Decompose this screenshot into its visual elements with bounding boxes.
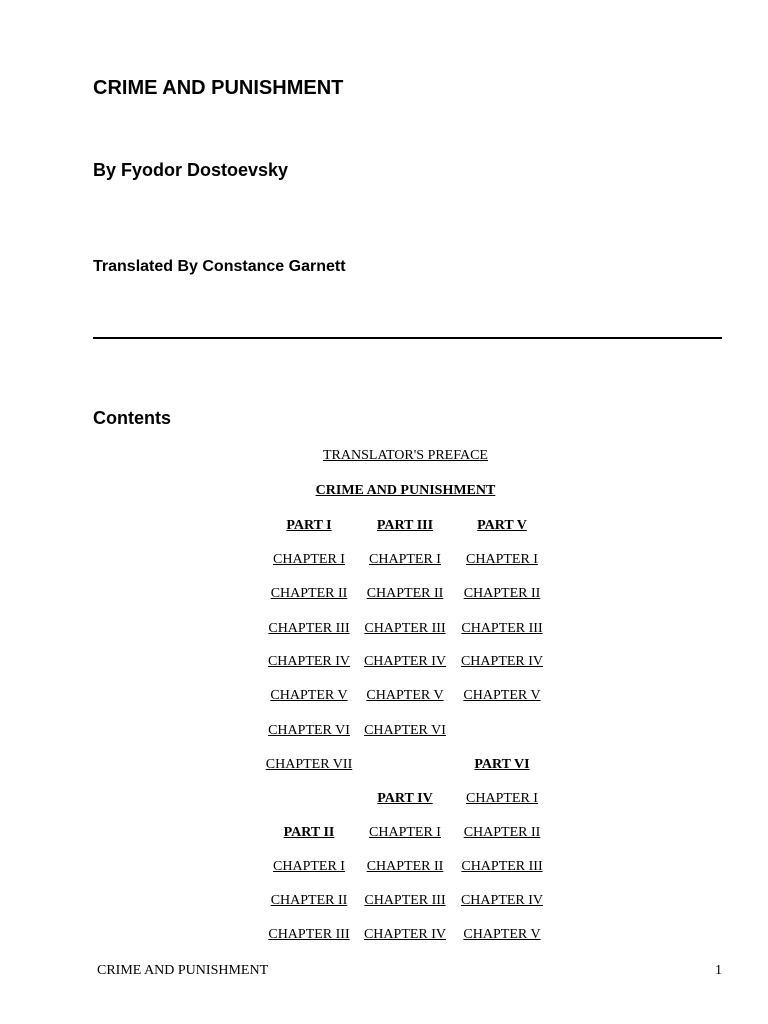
toc-part-i-chapter-vi[interactable]: CHAPTER VI: [268, 723, 350, 738]
author-line: By Fyodor Dostoevsky: [93, 160, 289, 180]
toc-part-i-chapter-i[interactable]: CHAPTER I: [273, 552, 345, 567]
toc-part-i-chapter-iii[interactable]: CHAPTER III: [268, 621, 350, 636]
toc-part-v-chapter-iv[interactable]: CHAPTER IV: [460, 654, 544, 669]
page-number: 1: [715, 963, 722, 978]
toc-part-iv-chapter-iv[interactable]: CHAPTER IV: [363, 927, 447, 942]
toc-part-i-chapter-v[interactable]: CHAPTER V: [270, 688, 348, 703]
toc-part-vi-chapter-v[interactable]: CHAPTER V: [463, 927, 541, 942]
toc-link-crime-and-punishment[interactable]: CRIME AND PUNISHMENT: [315, 483, 496, 498]
toc-part-ii-chapter-iii[interactable]: CHAPTER III: [268, 927, 350, 942]
toc-part-iv-chapter-iii[interactable]: CHAPTER III: [364, 893, 446, 908]
toc-part-i-chapter-vii[interactable]: CHAPTER VII: [265, 757, 353, 772]
footer-title: CRIME AND PUNISHMENT: [97, 963, 269, 978]
toc-part-ii-chapter-i[interactable]: CHAPTER I: [273, 859, 345, 874]
toc-part-ii[interactable]: PART II: [283, 825, 335, 840]
toc-part-ii-chapter-ii[interactable]: CHAPTER II: [270, 893, 348, 908]
toc-part-v-chapter-v[interactable]: CHAPTER V: [463, 688, 541, 703]
translator-line: Translated By Constance Garnett: [93, 258, 346, 275]
toc-part-vi-chapter-ii[interactable]: CHAPTER II: [463, 825, 541, 840]
horizontal-rule: [93, 337, 722, 339]
toc-part-iii-chapter-iii[interactable]: CHAPTER III: [364, 621, 446, 636]
toc-part-vi-chapter-i[interactable]: CHAPTER I: [466, 791, 538, 806]
toc-part-v-chapter-ii[interactable]: CHAPTER II: [463, 586, 541, 601]
toc-part-iv-chapter-ii[interactable]: CHAPTER II: [366, 859, 444, 874]
toc-part-iii-chapter-iv[interactable]: CHAPTER IV: [363, 654, 447, 669]
toc-part-vi[interactable]: PART VI: [474, 757, 530, 772]
toc-part-iii-chapter-ii[interactable]: CHAPTER II: [366, 586, 444, 601]
toc-part-iii-chapter-i[interactable]: CHAPTER I: [369, 552, 441, 567]
toc-part-iii[interactable]: PART III: [376, 518, 434, 533]
contents-heading: Contents: [93, 408, 171, 428]
toc-part-v[interactable]: PART V: [477, 518, 527, 533]
page-title: CRIME AND PUNISHMENT: [93, 77, 344, 99]
toc-part-i[interactable]: PART I: [286, 518, 332, 533]
toc-part-i-chapter-iv[interactable]: CHAPTER IV: [267, 654, 351, 669]
toc-link-translators-preface[interactable]: TRANSLATOR'S PREFACE: [323, 448, 488, 463]
toc-part-iii-chapter-vi[interactable]: CHAPTER VI: [364, 723, 446, 738]
toc-part-vi-chapter-iii[interactable]: CHAPTER III: [461, 859, 543, 874]
toc-part-v-chapter-iii[interactable]: CHAPTER III: [461, 621, 543, 636]
toc-part-iii-chapter-v[interactable]: CHAPTER V: [366, 688, 444, 703]
toc-part-v-chapter-i[interactable]: CHAPTER I: [466, 552, 538, 567]
toc-part-iv[interactable]: PART IV: [377, 791, 433, 806]
toc-part-iv-chapter-i[interactable]: CHAPTER I: [369, 825, 441, 840]
toc-part-vi-chapter-iv[interactable]: CHAPTER IV: [460, 893, 544, 908]
toc-part-i-chapter-ii[interactable]: CHAPTER II: [270, 586, 348, 601]
